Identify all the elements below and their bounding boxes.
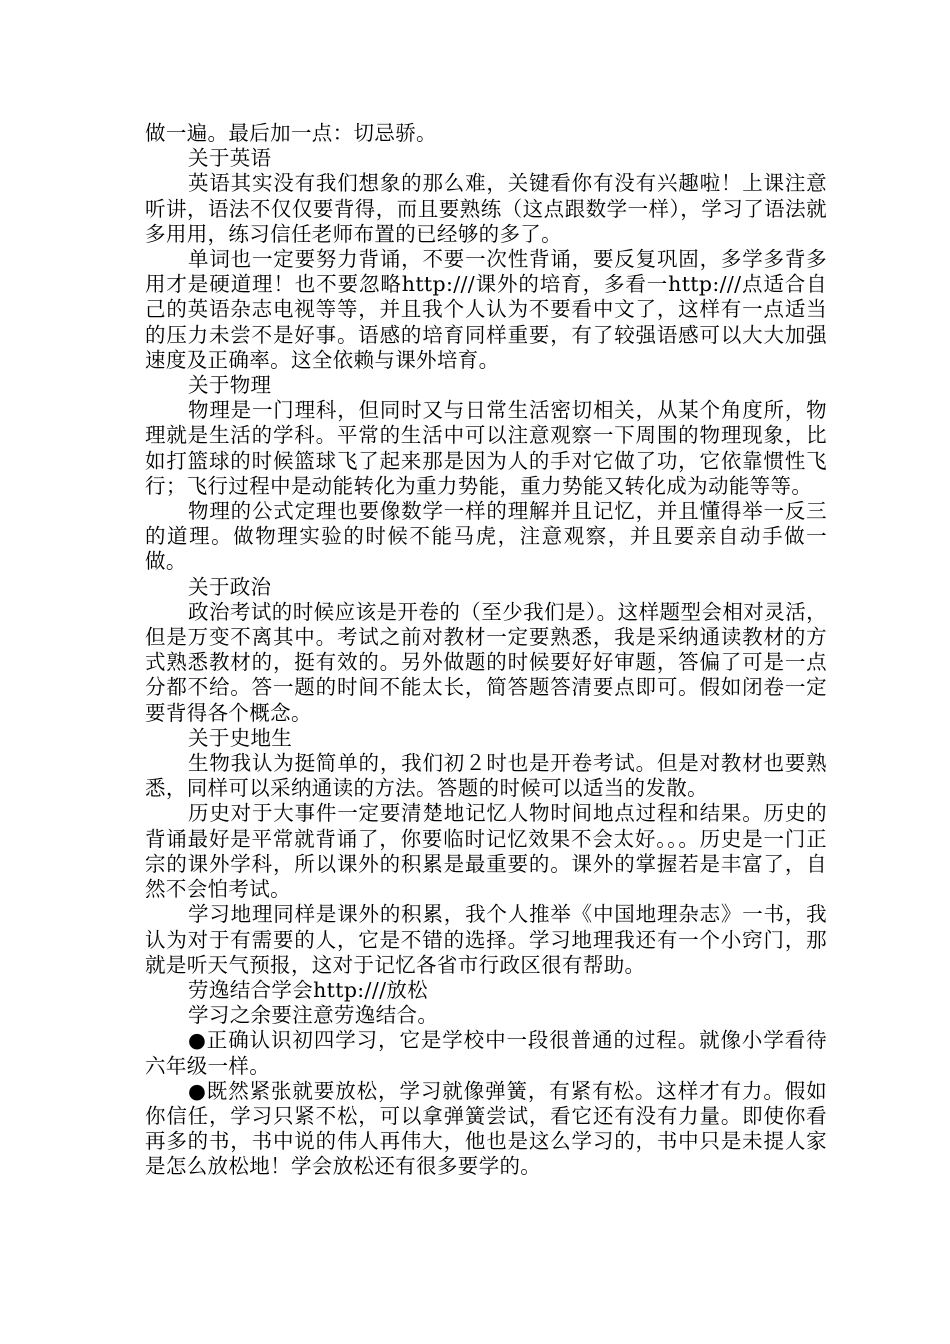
physics-paragraph-2: 物理的公式定理也要像数学一样的理解并且记忆，并且懂得举一反三的道理。做物理实验的时候不能马虎，注意观察，并且要亲自动手做一做。 [145,499,827,574]
politics-paragraph: 政治考试的时候应该是开卷的（至少我们是）。这样题型会相对灵活，但是万变不离其中。考试之前对教材一定要熟悉，我是采纳通读教材的方式熟悉教材的，挺有效的。另外做题的时候要好好审题，答偏了可是一点分都不给。答一题的时间不能太长，简答题答清要点即可。假如闭卷一定要背得各个概念。 [145,599,827,725]
geography-paragraph: 学习地理同样是课外的积累，我个人推举《中国地理杂志》一书，我认为对于有需要的人，它是不错的选择。学习地理我还有一个小窍门，那就是听天气预报，这对于记忆各省市行政区很有帮助。 [145,902,827,977]
physics-paragraph-1: 物理是一门理科，但同时又与日常生活密切相关，从某个角度所，物理就是生活的学科。平常的生活中可以注意观察一下周围的物理现象，比如打篮球的时候篮球飞了起来那是因为人的手对它做了功，它依靠惯性飞行；飞行过程中是动能转化为重力势能，重力势能又转化成为动能等等。 [145,398,827,498]
biology-paragraph: 生物我认为挺简单的，我们初２时也是开卷考试。但是对教材也要熟悉，同样可以采纳通读的方法。答题的时候可以适当的发散。 [145,751,827,801]
relax-bullet-1: ●正确认识初四学习，它是学校中一段很普通的过程。就像小学看待六年级一样。 [145,1028,827,1078]
relax-paragraph-1: 学习之余要注意劳逸结合。 [188,1003,439,1028]
relax-bullet-2: ●既然紧张就要放松，学习就像弹簧，有紧有松。这样才有力。假如你信任，学习只紧不松，可以拿弹簧尝试，看它还有没有力量。即使你看再多的书，书中说的伟人再伟大，他也是这么学习的，书中只是未提人家是怎么放松地！学会放松还有很多要学的。 [145,1078,827,1179]
section-heading-politics: 关于政治 [188,574,272,599]
continuation-paragraph: 做一遍。最后加一点：切忌骄。 [145,121,437,145]
history-paragraph: 历史对于大事件一定要清楚地记忆人物时间地点过程和结果。历史的背诵最好是平常就背诵了，你要临时记忆效果不会太好。。。历史是一门正宗的课外学科，所以课外的积累是最重要的。课外的掌握若是丰富了，自然不会怕考试。 [145,801,827,902]
english-paragraph-1: 英语其实没有我们想象的那么难，关键看你有没有兴趣啦！上课注意听讲，语法不仅仅要背得，而且要熟练（这点跟数学一样），学习了语法就多用用，练习信任老师布置的已经够的多了。 [145,171,827,246]
english-paragraph-2: 单词也一定要努力背诵，不要一次性背诵，要反复巩固，多学多背多用才是硬道理！也不要忽略http:///课外的培育，多看一http:///点适合自己的英语杂志电视等等，并且我个人认为不要看中文了，这样有一点适当的压力未尝不是好事。语感的培育同样重要，有了较强语感可以大大加强速度及正确率。这全依赖与课外培育。 [145,247,827,372]
section-heading-physics: 关于物理 [188,373,272,398]
section-heading-relax: 劳逸结合学会http:///放松 [188,977,429,1002]
document-page [145,121,827,1180]
section-heading-history-geo-bio: 关于史地生 [188,725,293,750]
section-heading-english: 关于英语 [188,146,272,171]
